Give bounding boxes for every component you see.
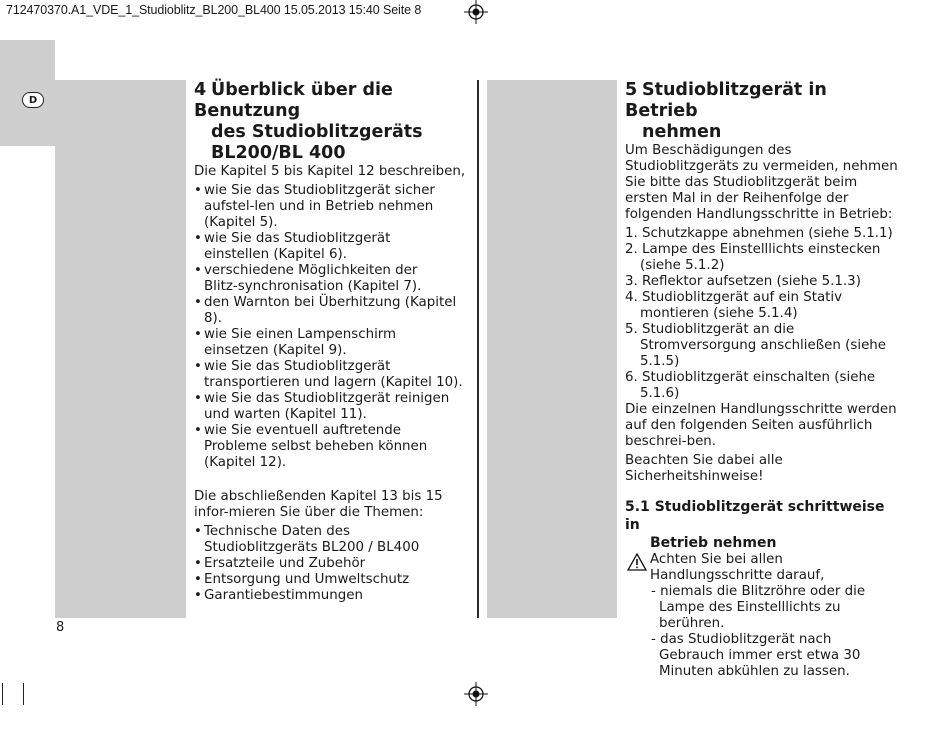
- left-column: [194, 80, 466, 604]
- section-4-heading: 4 Überblick über die Benutzung des Studioblitzgeräts BL200/BL 400: [194, 80, 423, 163]
- warning-block: [625, 552, 903, 584]
- warning-text: Achten Sie bei allen Handlungsschritte darauf,: [650, 552, 825, 583]
- list-item: • wie Sie eventuell auftretende Probleme selbst beheben können (Kapitel 12).: [194, 423, 452, 471]
- section-5-heading: 5 Studioblitzgerät in Betrieb nehmen: [625, 80, 827, 142]
- list-item: • wie Sie das Studioblitzgerät transportieren und lagern (Kapitel 10).: [194, 359, 466, 391]
- registration-mark-icon: [464, 682, 488, 706]
- middle-margin-panel: [487, 80, 617, 618]
- list-item: 4. Studioblitzgerät auf ein Stativ montieren (siehe 5.1.4): [625, 290, 843, 321]
- list-item: 1. Schutzkappe abnehmen (siehe 5.1.1): [625, 226, 893, 241]
- warning-triangle-icon: [627, 553, 647, 571]
- warning-item: - das Studioblitzgerät nach Gebrauch immer erst etwa 30 Minuten abkühlen zu lassen.: [651, 632, 861, 679]
- list-item: • wie Sie das Studioblitzgerät reinigen und warten (Kapitel 11).: [194, 391, 466, 423]
- list-item: • Garantiebestimmungen: [194, 588, 466, 604]
- list-item: • wie Sie das Studioblitzgerät sicher aufstel-len und in Betrieb nehmen (Kapitel 5).: [194, 183, 466, 231]
- list-item: • verschiedene Möglichkeiten der Blitz-synchronisation (Kapitel 7).: [194, 263, 434, 295]
- topics-list: [194, 524, 466, 604]
- list-item: 5. Studioblitzgerät an die Stromversorgung anschließen (siehe 5.1.5): [625, 322, 887, 369]
- country-code-badge: D: [22, 92, 44, 108]
- warning-item: - niemals die Blitzröhre oder die Lampe des Einstelllichts zu berühren.: [651, 584, 866, 631]
- list-item: 6. Studioblitzgerät einschalten (siehe 5.1.6): [625, 370, 876, 401]
- after-steps-text: Die einzelnen Handlungsschritte werden auf den folgenden Seiten ausführlich beschrei-ben.: [625, 402, 897, 449]
- chapter-list: [194, 183, 466, 471]
- page-number: 8: [56, 620, 65, 635]
- intro-text: Die Kapitel 5 bis Kapitel 12 beschreiben,: [194, 164, 466, 179]
- safety-note: Beachten Sie dabei alle Sicherheitshinweise!: [625, 453, 783, 484]
- list-item: • Ersatzteile und Zubehör: [194, 556, 466, 572]
- registration-mark-icon: [464, 0, 488, 24]
- intro-text: Um Beschädigungen des Studioblitzgeräts zu vermeiden, nehmen Sie bitte das Studioblitzgerät beim ersten Mal in der Reihenfolge der folgenden Handlungsschritte in Betrieb:: [625, 143, 898, 222]
- crop-mark: [23, 683, 24, 705]
- crop-mark: [2, 683, 3, 705]
- print-header: 712470370.A1_VDE_1_Studioblitz_BL200_BL400 15.05.2013 15:40 Seite 8: [6, 3, 422, 17]
- list-item: 2. Lampe des Einstelllichts einstecken (siehe 5.1.2): [625, 242, 881, 273]
- section-5-1-heading: 5.1 Studioblitzgerät schrittweise in Betrieb nehmen: [625, 499, 885, 551]
- left-margin-panel: [55, 80, 186, 618]
- list-item: • Entsorgung und Umweltschutz: [194, 572, 466, 588]
- right-column: [625, 80, 903, 680]
- steps-list: [625, 226, 903, 402]
- column-divider: [477, 80, 479, 618]
- outro-text: Die abschließenden Kapitel 13 bis 15 infor-mieren Sie über die Themen:: [194, 489, 443, 520]
- list-item: • Technische Daten des Studioblitzgeräts BL200 / BL400: [194, 524, 454, 556]
- list-item: • den Warnton bei Überhitzung (Kapitel 8).: [194, 295, 466, 327]
- list-item: • wie Sie das Studioblitzgerät einstellen (Kapitel 6).: [194, 231, 444, 263]
- list-item: 3. Reflektor aufsetzen (siehe 5.1.3): [625, 274, 861, 289]
- list-item: • wie Sie einen Lampenschirm einsetzen (Kapitel 9).: [194, 327, 444, 359]
